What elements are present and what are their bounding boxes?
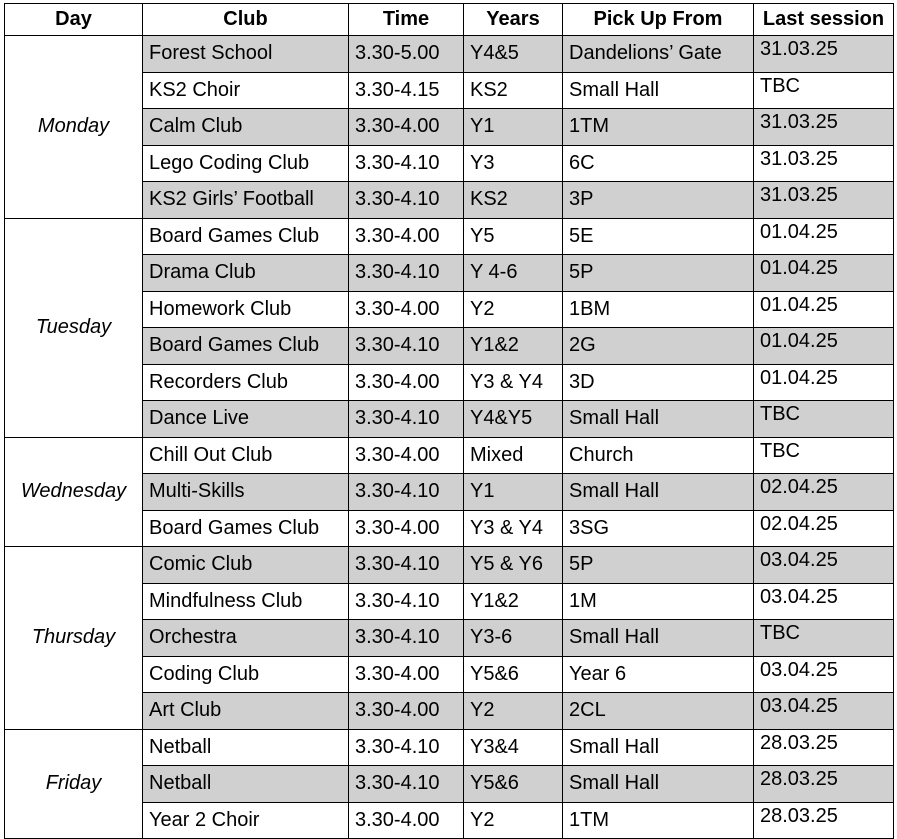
header-club: Club: [143, 4, 349, 36]
years-cell: Y1: [464, 474, 563, 511]
day-cell: Monday: [5, 36, 143, 219]
pickup-cell: Small Hall: [563, 401, 754, 438]
day-cell: Thursday: [5, 547, 143, 730]
last-session-cell: 28.03.25: [754, 802, 894, 839]
pickup-cell: 1BM: [563, 291, 754, 328]
club-cell: Mindfulness Club: [143, 583, 349, 620]
header-day: Day: [5, 4, 143, 36]
years-cell: Y1&2: [464, 583, 563, 620]
table-row: [5, 547, 894, 584]
last-session-cell: 31.03.25: [754, 109, 894, 146]
club-cell: Board Games Club: [143, 218, 349, 255]
pickup-cell: 1TM: [563, 802, 754, 839]
club-cell: KS2 Choir: [143, 72, 349, 109]
last-session-cell: 03.04.25: [754, 583, 894, 620]
time-cell: 3.30-4.00: [349, 437, 464, 474]
time-cell: 3.30-4.10: [349, 766, 464, 803]
time-cell: 3.30-4.10: [349, 328, 464, 365]
club-schedule-table: [4, 3, 894, 839]
header-years: Years: [464, 4, 563, 36]
last-session-cell: 01.04.25: [754, 255, 894, 292]
pickup-cell: Small Hall: [563, 72, 754, 109]
pickup-cell: Small Hall: [563, 474, 754, 511]
pickup-cell: Dandelions’ Gate: [563, 36, 754, 73]
club-cell: Orchestra: [143, 620, 349, 657]
years-cell: Y5&6: [464, 656, 563, 693]
years-cell: Y5: [464, 218, 563, 255]
years-cell: KS2: [464, 182, 563, 219]
last-session-cell: 31.03.25: [754, 182, 894, 219]
last-session-cell: 01.04.25: [754, 291, 894, 328]
time-cell: 3.30-5.00: [349, 36, 464, 73]
pickup-cell: Small Hall: [563, 729, 754, 766]
time-cell: 3.30-4.10: [349, 401, 464, 438]
time-cell: 3.30-4.10: [349, 583, 464, 620]
years-cell: KS2: [464, 72, 563, 109]
table-row: [5, 36, 894, 73]
last-session-cell: 01.04.25: [754, 364, 894, 401]
years-cell: Y2: [464, 802, 563, 839]
club-cell: Comic Club: [143, 547, 349, 584]
time-cell: 3.30-4.10: [349, 182, 464, 219]
pickup-cell: Small Hall: [563, 766, 754, 803]
pickup-cell: 5P: [563, 547, 754, 584]
years-cell: Y 4-6: [464, 255, 563, 292]
club-cell: Recorders Club: [143, 364, 349, 401]
schedule-body: [5, 36, 894, 839]
club-cell: Coding Club: [143, 656, 349, 693]
pickup-cell: 5P: [563, 255, 754, 292]
time-cell: 3.30-4.00: [349, 109, 464, 146]
last-session-cell: TBC: [754, 437, 894, 474]
years-cell: Y2: [464, 693, 563, 730]
last-session-cell: TBC: [754, 620, 894, 657]
years-cell: Y4&Y5: [464, 401, 563, 438]
table-row: [5, 218, 894, 255]
club-cell: Drama Club: [143, 255, 349, 292]
last-session-cell: 31.03.25: [754, 145, 894, 182]
pickup-cell: 5E: [563, 218, 754, 255]
years-cell: Y1: [464, 109, 563, 146]
last-session-cell: 01.04.25: [754, 218, 894, 255]
years-cell: Y5&6: [464, 766, 563, 803]
club-cell: Homework Club: [143, 291, 349, 328]
time-cell: 3.30-4.00: [349, 693, 464, 730]
time-cell: 3.30-4.10: [349, 145, 464, 182]
time-cell: 3.30-4.10: [349, 255, 464, 292]
club-cell: Dance Live: [143, 401, 349, 438]
club-cell: Calm Club: [143, 109, 349, 146]
last-session-cell: 03.04.25: [754, 656, 894, 693]
pickup-cell: 1M: [563, 583, 754, 620]
header-row: [5, 4, 894, 36]
time-cell: 3.30-4.00: [349, 802, 464, 839]
pickup-cell: Year 6: [563, 656, 754, 693]
club-cell: Forest School: [143, 36, 349, 73]
time-cell: 3.30-4.10: [349, 620, 464, 657]
time-cell: 3.30-4.15: [349, 72, 464, 109]
club-cell: Multi-Skills: [143, 474, 349, 511]
years-cell: Y5 & Y6: [464, 547, 563, 584]
club-cell: Board Games Club: [143, 328, 349, 365]
last-session-cell: 28.03.25: [754, 766, 894, 803]
years-cell: Y1&2: [464, 328, 563, 365]
pickup-cell: 1TM: [563, 109, 754, 146]
years-cell: Y3: [464, 145, 563, 182]
day-cell: Friday: [5, 729, 143, 839]
last-session-cell: 03.04.25: [754, 547, 894, 584]
last-session-cell: 02.04.25: [754, 510, 894, 547]
club-cell: Netball: [143, 729, 349, 766]
time-cell: 3.30-4.10: [349, 729, 464, 766]
club-cell: Year 2 Choir: [143, 802, 349, 839]
club-cell: Lego Coding Club: [143, 145, 349, 182]
last-session-cell: TBC: [754, 401, 894, 438]
time-cell: 3.30-4.00: [349, 510, 464, 547]
time-cell: 3.30-4.00: [349, 218, 464, 255]
table-row: [5, 437, 894, 474]
time-cell: 3.30-4.10: [349, 474, 464, 511]
years-cell: Y3-6: [464, 620, 563, 657]
club-cell: Chill Out Club: [143, 437, 349, 474]
years-cell: Y3 & Y4: [464, 364, 563, 401]
time-cell: 3.30-4.10: [349, 547, 464, 584]
club-cell: Board Games Club: [143, 510, 349, 547]
years-cell: Y4&5: [464, 36, 563, 73]
time-cell: 3.30-4.00: [349, 656, 464, 693]
club-cell: KS2 Girls’ Football: [143, 182, 349, 219]
pickup-cell: Small Hall: [563, 620, 754, 657]
pickup-cell: 3SG: [563, 510, 754, 547]
pickup-cell: 3P: [563, 182, 754, 219]
time-cell: 3.30-4.00: [349, 364, 464, 401]
pickup-cell: 6C: [563, 145, 754, 182]
years-cell: Mixed: [464, 437, 563, 474]
header-pickup: Pick Up From: [563, 4, 754, 36]
day-cell: Wednesday: [5, 437, 143, 547]
last-session-cell: 01.04.25: [754, 328, 894, 365]
club-cell: Art Club: [143, 693, 349, 730]
header-last-session: Last session: [754, 4, 894, 36]
club-cell: Netball: [143, 766, 349, 803]
last-session-cell: 31.03.25: [754, 36, 894, 73]
years-cell: Y3&4: [464, 729, 563, 766]
pickup-cell: Church: [563, 437, 754, 474]
day-cell: Tuesday: [5, 218, 143, 437]
last-session-cell: TBC: [754, 72, 894, 109]
last-session-cell: 02.04.25: [754, 474, 894, 511]
header-time: Time: [349, 4, 464, 36]
pickup-cell: 2G: [563, 328, 754, 365]
last-session-cell: 28.03.25: [754, 729, 894, 766]
table-row: [5, 729, 894, 766]
pickup-cell: 3D: [563, 364, 754, 401]
last-session-cell: 03.04.25: [754, 693, 894, 730]
years-cell: Y2: [464, 291, 563, 328]
pickup-cell: 2CL: [563, 693, 754, 730]
time-cell: 3.30-4.00: [349, 291, 464, 328]
years-cell: Y3 & Y4: [464, 510, 563, 547]
